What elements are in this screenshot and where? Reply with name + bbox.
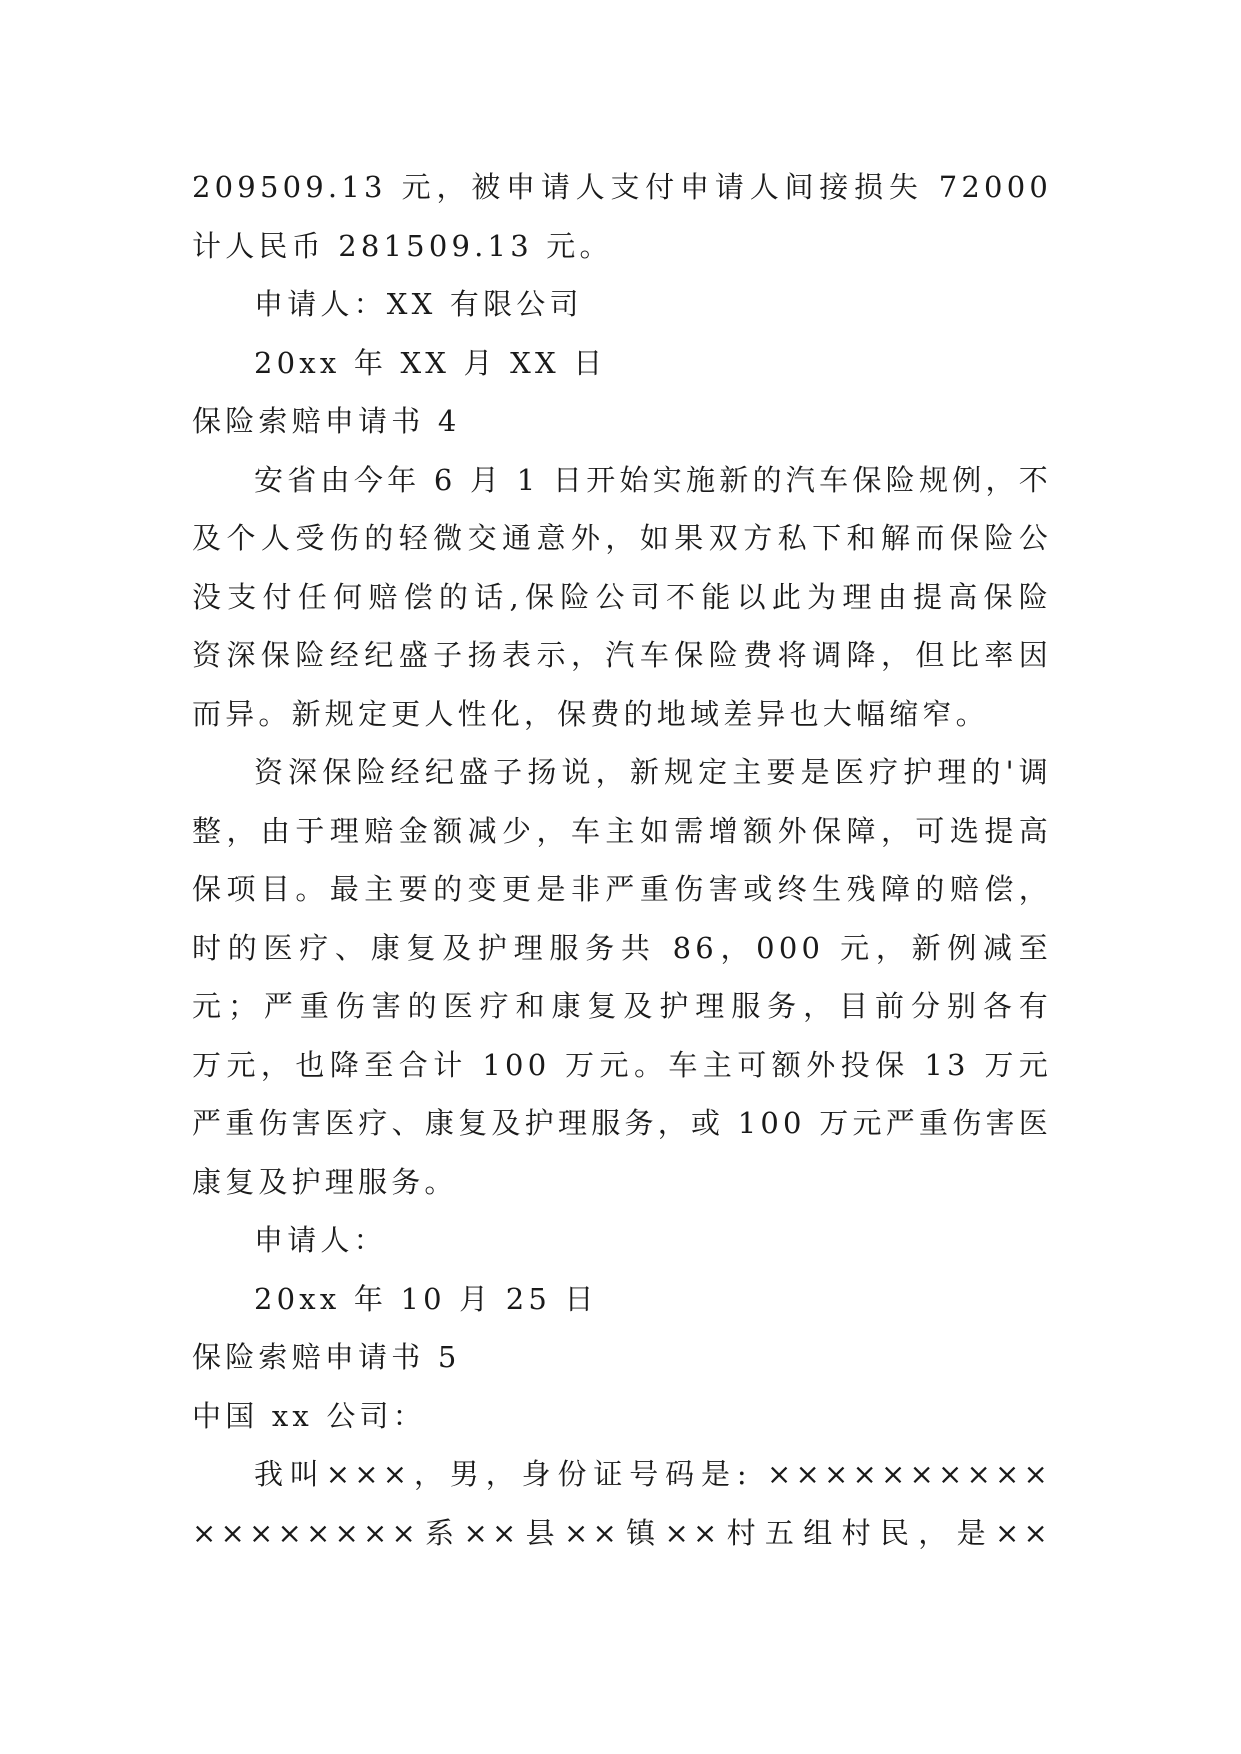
body-line: 209509.13 元，被申请人支付申请人间接损失 72000 [192, 170, 1052, 204]
body-line: 安省由今年 6 月 1 日开始实施新的汽车保险规例，不 [254, 462, 1052, 497]
section-heading: 保险索赔申请书 5 [192, 1340, 461, 1374]
applicant-signature: 申请人：XX 有限公司 [254, 287, 583, 321]
body-line: 资深保险经纪盛子扬说，新规定主要是医疗护理的'调 [254, 755, 1052, 789]
body-line: 康复及护理服务。 [192, 1164, 458, 1199]
section-heading: 保险索赔申请书 4 [192, 404, 461, 438]
body-line: 严重伤害医疗、康复及护理服务，或 100 万元严重伤害医 [192, 1106, 1052, 1140]
body-line: 保项目。最主要的变更是非严重伤害或终生残障的赔偿， [192, 872, 1052, 906]
body-line: 我叫×××，男，身份证号码是: ×××××××××× [254, 1457, 1052, 1491]
body-line: 万元，也降至合计 100 万元。车主可额外投保 13 万元 [192, 1047, 1052, 1082]
body-line: 及个人受伤的轻微交通意外，如果双方私下和解而保险公 [192, 521, 1052, 555]
body-line: 资深保险经纪盛子扬表示，汽车保险费将调降，但比率因 [192, 638, 1052, 672]
body-line: 时的医疗、康复及护理服务共 86，000 元，新例减至 [192, 930, 1052, 965]
body-line: 元；严重伤害的医疗和康复及护理服务，目前分别各有 [192, 989, 1052, 1023]
signature-date: 20xx 年 10 月 25 日 [254, 1281, 598, 1316]
body-line: 整，由于理赔金额减少，车主如需增额外保障，可选提高 [192, 813, 1052, 848]
signature-date: 20xx 年 XX 月 XX 日 [254, 345, 607, 380]
applicant-signature: 申请人： [254, 1223, 387, 1257]
body-line: 计人民币 281509.13 元。 [192, 228, 613, 263]
body-line: 而异。新规定更人性化，保费的地域差异也大幅缩窄。 [192, 696, 989, 731]
body-line: 没支付任何赔偿的话,保险公司不能以此为理由提高保险 [192, 579, 1052, 614]
salutation: 中国 xx 公司： [192, 1398, 426, 1433]
document-page [192, 158, 1052, 1562]
body-line: ××××××××系××县××镇××村五组村民，是×× [192, 1515, 1052, 1550]
